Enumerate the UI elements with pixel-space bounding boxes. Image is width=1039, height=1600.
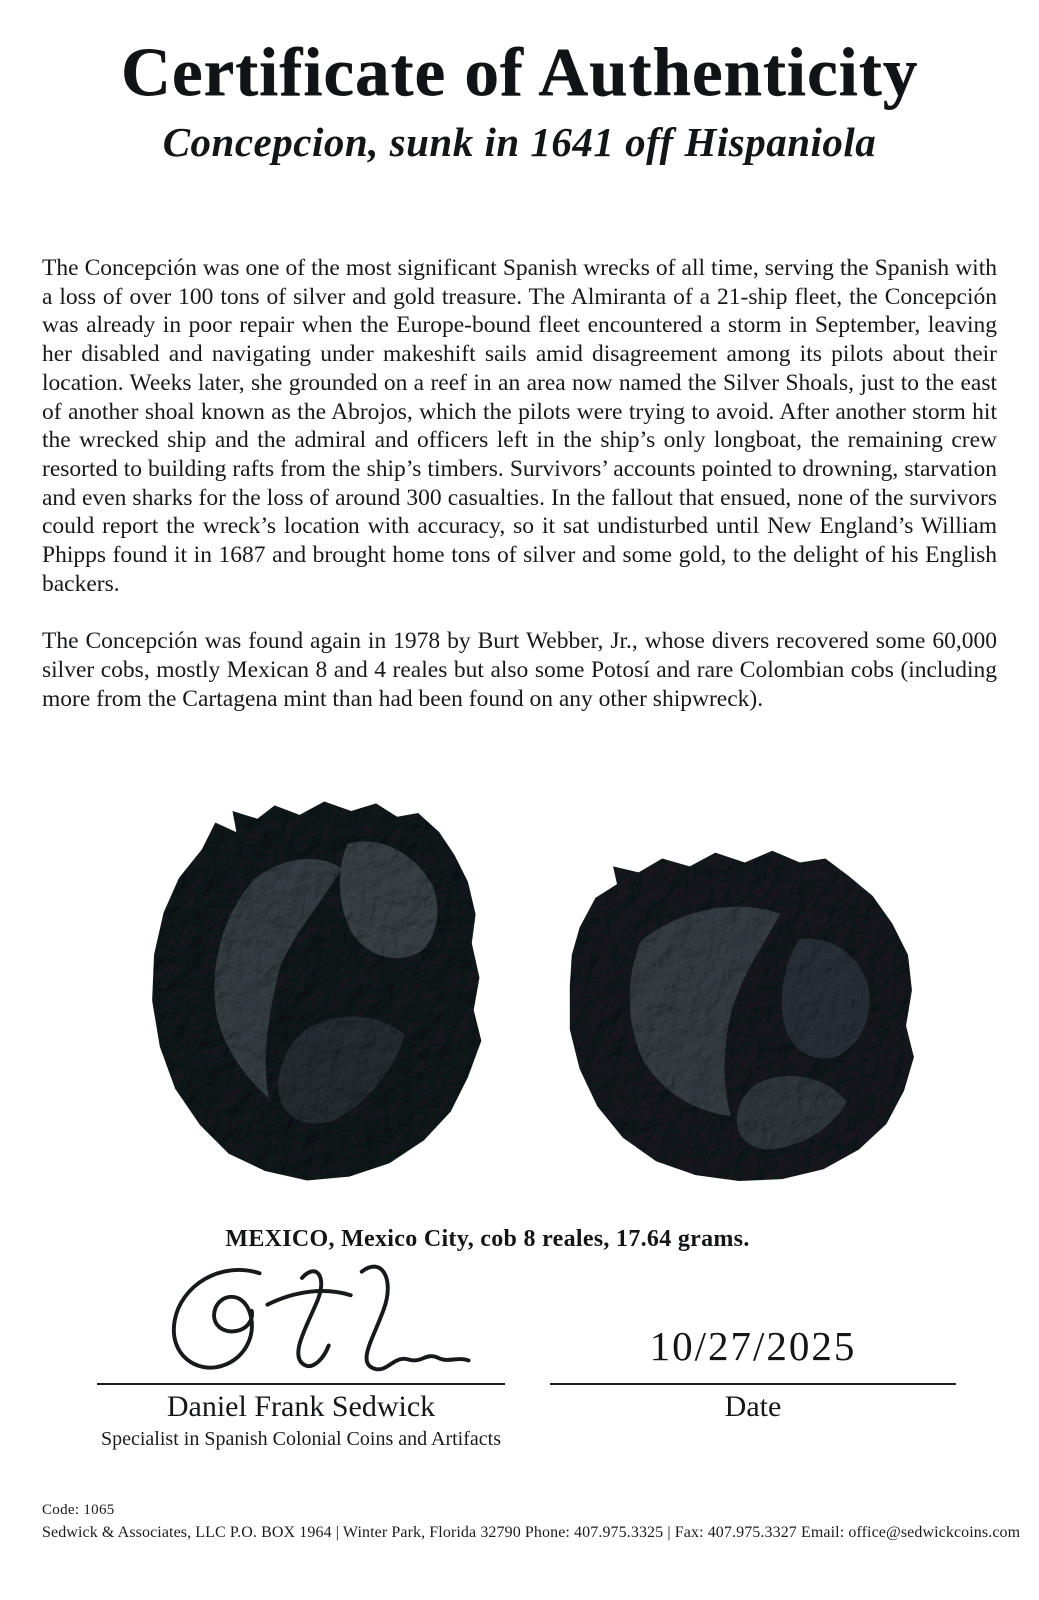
date-label: Date [724,1390,782,1423]
coin-description: MEXICO, Mexico City, cob 8 reales, 17.64 grams. [225,1226,750,1252]
history-text [42,254,997,743]
history-paragraph-1: The Concepción was one of the most significant Spanish wrecks of all time, serving the Spanish with a loss of over 100 tons of silver and gold treasure. The Almiranta of a 21-ship fleet, the Concepción was already in poor repair when the Europe-bound fleet encountered a storm in September, leaving her disabled and navigating under makeshift sails amid disagreement among its pilots about their location. Weeks later, she grounded on a reef in an area now named the Silver Shoals, just to the east of another shoal known as the Abrojos, which the pilots were trying to avoid. After another storm hit the wrecked ship and the admiral and officers left in the ship’s only longboat, the remaining crew resorted to building rafts from the ship’s timbers. Survivors’ accounts pointed to drowning, starvation and even sharks for the loss of around 300 casualties. In the fallout that ensued, none of the survivors could report the wreck’s location with accuracy, so it sat undisturbed until New England’s William Phipps found it in 1687 and brought home tons of silver and some gold, to the delight of his English backers. [42,255,997,597]
certificate-code: Code: 1065 [42,1502,115,1518]
history-paragraph-2: The Concepción was found again in 1978 by Burt Webber, Jr., whose divers recovered some 60,000 silver cobs, mostly Mexican 8 and 4 reales but also some Potosí and rare Colombian cobs (including more from the Cartagena mint than had been found on any other shipwreck). [42,628,997,712]
signer-role: Specialist in Spanish Colonial Coins and Artifacts [101,1428,501,1450]
company-contact-line: Sedwick & Associates, LLC P.O. BOX 1964 | Winter Park, Florida 32790 Phone: 407.975.3325 | Fax: 407.975.3327 Email: office@sedwickcoins.com [42,1524,1021,1541]
signature-image [148,1256,478,1380]
date-value: 10/27/2025 [649,1323,857,1369]
coin-photo-obverse [110,788,512,1194]
signature-line [97,1383,505,1385]
certificate-subtitle: Concepcion, sunk in 1641 off Hispaniola [162,119,877,166]
coin-photo-reverse [522,833,946,1183]
date-line [550,1383,956,1385]
certificate-header [0,36,1039,166]
signer-name: Daniel Frank Sedwick [166,1390,436,1423]
certificate-title: Certificate of Authenticity [120,34,919,110]
